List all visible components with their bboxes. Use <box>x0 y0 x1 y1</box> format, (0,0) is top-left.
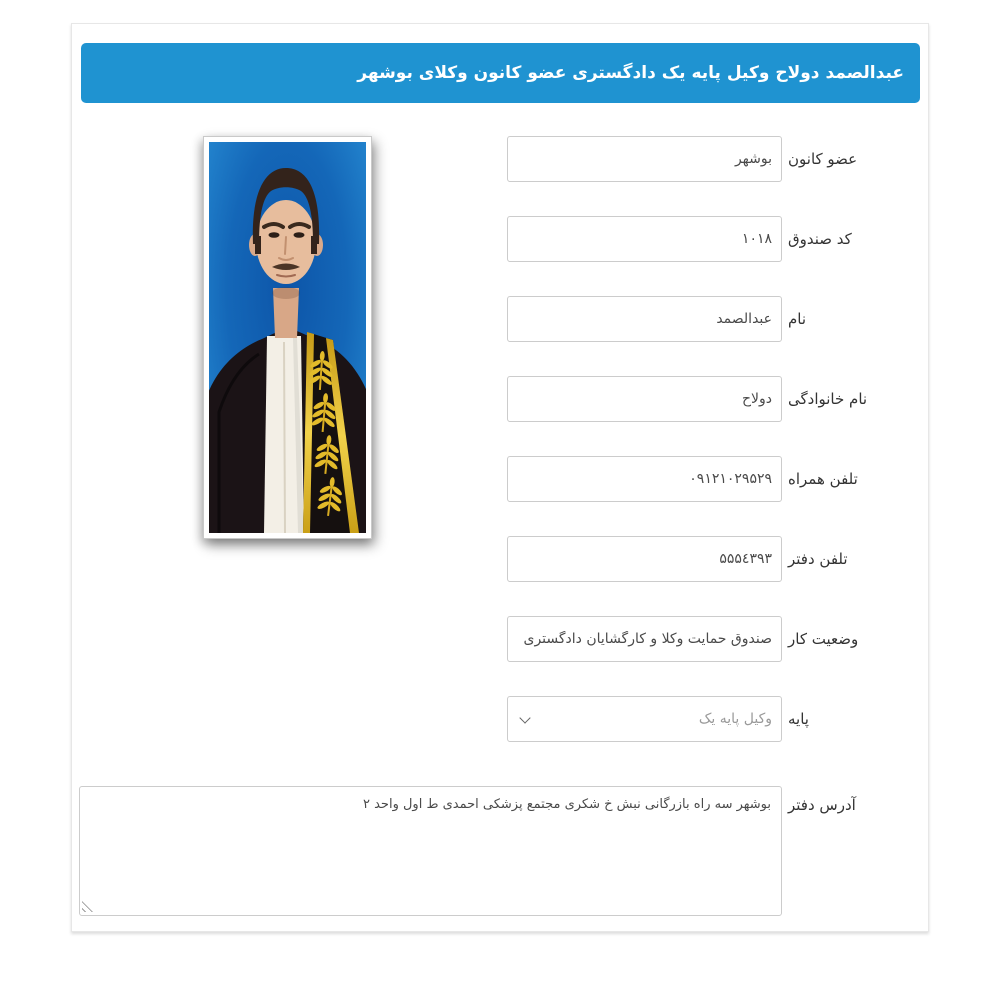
form-row-kanoon-member <box>507 136 910 182</box>
field-label-grade: پایه <box>788 710 809 728</box>
field-label-office-phone: تلفن دفتر <box>788 550 848 568</box>
field-input-work-status[interactable] <box>507 616 782 662</box>
form-row-office-address <box>79 786 910 916</box>
form-fields <box>507 136 910 776</box>
chevron-down-icon <box>519 712 530 723</box>
lawyer-portrait-illustration <box>209 142 366 533</box>
field-input-last-name[interactable] <box>507 376 782 422</box>
field-label-work-status: وضعیت کار <box>788 630 859 648</box>
form-row-first-name <box>507 296 910 342</box>
lawyer-photo <box>203 136 372 539</box>
selected-option: وکیل پایه یک <box>698 711 772 727</box>
field-label-first-name: نام <box>788 310 807 328</box>
field-label-office-address: آدرس دفتر <box>788 796 856 814</box>
field-input-office-phone[interactable] <box>507 536 782 582</box>
page-title: عبدالصمد دولاح وکیل پایه یک دادگستری عضو کانون وکلای بوشهر <box>81 43 920 103</box>
field-textarea-office-address[interactable] <box>79 786 782 916</box>
profile-card <box>71 23 929 932</box>
field-select-grade[interactable] <box>507 696 782 742</box>
form-row-mobile-phone <box>507 456 910 502</box>
form-row-office-phone <box>507 536 910 582</box>
field-input-mobile-phone[interactable] <box>507 456 782 502</box>
field-input-kanoon-member[interactable] <box>507 136 782 182</box>
field-label-fund-code: کد صندوق <box>788 230 852 248</box>
field-label-mobile-phone: تلفن همراه <box>788 470 858 488</box>
form-row-grade <box>507 696 910 742</box>
field-input-first-name[interactable] <box>507 296 782 342</box>
office-address-wrap <box>79 786 782 916</box>
form-row-work-status <box>507 616 910 662</box>
form-row-last-name <box>507 376 910 422</box>
field-label-kanoon-member: عضو کانون <box>788 150 858 168</box>
form-row-fund-code <box>507 216 910 262</box>
field-input-fund-code[interactable] <box>507 216 782 262</box>
field-label-last-name: نام خانوادگی <box>788 390 868 408</box>
